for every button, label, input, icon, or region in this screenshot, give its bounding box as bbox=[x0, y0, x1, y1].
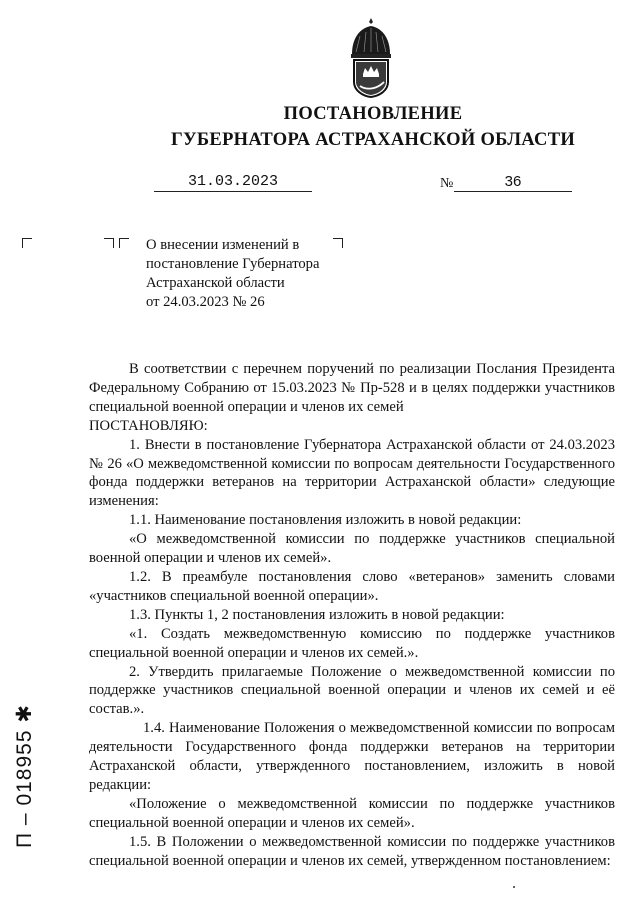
astrakhan-coat-of-arms-emblem bbox=[346, 16, 396, 98]
clause-1-1: 1.1. Наименование постановления изложить в новой редакции: bbox=[129, 512, 522, 529]
preamble-paragraph: В соответствии с перечнем поручений по реализации Послания Президента Федеральному Собранию от 15.03.2023 № Пр-528 и в целях поддержки участников специальной военной операции и членов их семей bbox=[89, 361, 615, 415]
clause-1-3-item-1: «1. Создать межведомственную комиссию по поддержке участников специальной военной операции и членов их семей.». bbox=[89, 625, 615, 661]
clause-1-4: 1.4. Наименование Положения о межведомственной комиссии по вопросам деятельности Государственного фонда поддержки ветеранов на территории Астраханской области, утвержденного постановлением, изложить в новой редакции: bbox=[89, 720, 615, 793]
number-label: № bbox=[440, 176, 454, 191]
subject-line: Астраханской области bbox=[146, 275, 285, 291]
resolution-word: ПОСТАНОВЛЯЮ: bbox=[89, 417, 208, 434]
clause-1-3-item-2: 2. Утвердить прилагаемые Положение о межведомственной комиссии по поддержке участников специальной военной операции и членов их семей и её состав.». bbox=[89, 663, 615, 718]
subject-line: О внесении изменений в bbox=[146, 237, 300, 253]
clause-1-5: 1.5. В Положении о межведомственной комиссии по поддержке участников специальной военной операции и членов их семей, утвержденном постановлением: bbox=[89, 833, 615, 869]
clause-1-2: 1.2. В преамбуле постановления слово «ветеранов» заменить словами «участников специальной военной операции». bbox=[89, 568, 615, 604]
subject-line: постановление Губернатора bbox=[146, 256, 320, 272]
document-body bbox=[89, 360, 615, 870]
clause-1-3: 1.3. Пункты 1, 2 постановления изложить в новой редакции: bbox=[129, 606, 505, 623]
document-subject bbox=[146, 236, 356, 312]
document-title: ПОСТАНОВЛЕНИЕ bbox=[283, 104, 463, 124]
subject-line: от 24.03.2023 № 26 bbox=[146, 294, 265, 310]
document-date: 31.03.2023 bbox=[154, 173, 312, 192]
clause-1-1-text: «О межведомственной комиссии по поддержке участников специальной военной операции и членов их семей». bbox=[89, 531, 615, 567]
clause-1: 1. Внести в постановление Губернатора Астраханской области от 24.03.2023 № 26 «О межведомственной комиссии по вопросам деятельности Государственного фонда поддержки ветеранов на территории Астраханской области» следующие изменения: bbox=[89, 436, 615, 510]
clause-1-4-text: «Положение о межведомственной комиссии по поддержке участников специальной военной операции и членов их семей». bbox=[89, 795, 615, 831]
form-serial-number: П – 018955 ✱ bbox=[13, 704, 36, 848]
scan-speck bbox=[513, 886, 515, 888]
corner-mark bbox=[104, 238, 114, 248]
corner-mark bbox=[22, 238, 32, 248]
corner-mark bbox=[119, 238, 129, 248]
document-number: 36 bbox=[454, 173, 572, 192]
issuing-authority: ГУБЕРНАТОРА АСТРАХАНСКОЙ ОБЛАСТИ bbox=[170, 130, 576, 150]
